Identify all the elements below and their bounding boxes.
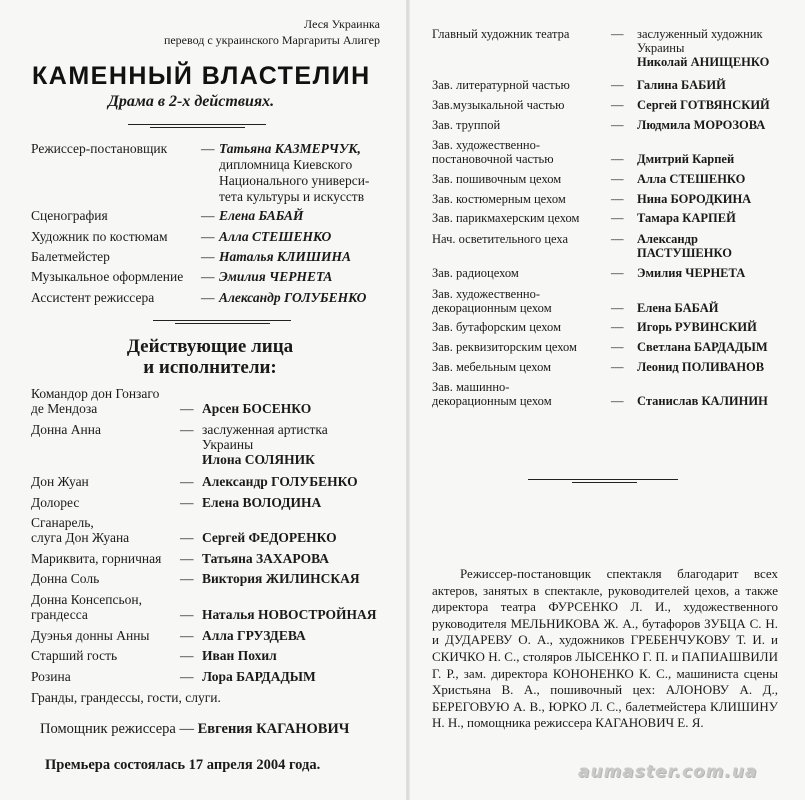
dash: — <box>180 530 194 545</box>
staff-role-line: Зав. художественно- <box>432 287 541 301</box>
cast-role-line: слуга Дон Жуана <box>31 530 130 545</box>
creative-member <box>219 269 394 285</box>
staff-role <box>432 360 610 374</box>
staff-name: Галина БАБИЙ <box>637 78 726 92</box>
dash: — <box>201 208 215 223</box>
creative-name: Эмилия ЧЕРНЕТА <box>219 269 333 284</box>
staff-role <box>432 380 610 408</box>
staff-name: Светлана БАРДАДЫМ <box>637 340 768 354</box>
cast-role <box>31 386 181 416</box>
dash: — <box>180 495 194 510</box>
staff-role-line: Зав. машинно- <box>432 380 510 394</box>
staff-member <box>637 78 797 92</box>
dash: — <box>180 401 194 416</box>
divider <box>150 127 245 128</box>
assistant-line <box>40 722 349 737</box>
cast-name: Иван Похил <box>202 648 277 663</box>
cast-honor-title: заслуженная артистка <box>202 422 328 437</box>
staff-role <box>432 27 610 41</box>
cast-role <box>31 648 181 663</box>
staff-role-line: Главный художник театра <box>432 27 570 41</box>
staff-role-line: Зав. литературной частью <box>432 78 570 92</box>
creative-member <box>219 208 394 224</box>
staff-honor-title: заслуженный художник <box>637 27 763 41</box>
staff-role-line: Зав. труппой <box>432 118 501 132</box>
staff-role-line: Зав. парикмахерским цехом <box>432 211 580 225</box>
staff-honor-title: Украины <box>637 41 685 55</box>
staff-role-line: декорационным цехом <box>432 301 552 315</box>
creative-role: Музыкальное оформление <box>31 269 184 284</box>
dash: — <box>611 78 624 92</box>
cast-role-line: Сганарель, <box>31 515 94 530</box>
divider <box>153 320 291 321</box>
cast-role-line: Дон Жуан <box>31 474 89 489</box>
dash: — <box>180 571 194 586</box>
staff-name: Леонид ПОЛИВАНОВ <box>637 360 765 374</box>
cast-role-line: Донна Соль <box>31 571 100 586</box>
staff-name: Александр <box>637 232 698 246</box>
cast-honor-title: Украины <box>202 437 254 452</box>
assistant-name: Евгения КАГАНОВИЧ <box>197 721 350 737</box>
creative-detail: тета культуры и искусств <box>219 189 365 204</box>
dash: — <box>180 648 194 663</box>
dash: — <box>180 422 194 437</box>
staff-name: Людмила МОРОЗОВА <box>637 118 766 132</box>
creative-name: Наталья КЛИШИНА <box>219 249 352 264</box>
extras: Гранды, грандессы, гости, слуги. <box>31 690 221 705</box>
staff-member <box>637 320 797 334</box>
cast-member <box>202 474 402 489</box>
cast-heading-line1: Действующие лица <box>126 336 294 357</box>
cast-role <box>31 422 181 437</box>
staff-role-line: Зав. костюмерным цехом <box>432 192 566 206</box>
staff-role <box>432 98 610 112</box>
premiere: Премьера состоялась 17 апреля 2004 года. <box>45 757 321 773</box>
cast-member <box>202 530 402 545</box>
staff-role <box>432 232 610 246</box>
creative-name: Татьяна КАЗМЕРЧУК, <box>219 141 361 156</box>
staff-name: Игорь РУВИНСКИЙ <box>637 320 757 334</box>
staff-role-line: постановочной частью <box>432 152 554 166</box>
divider <box>175 323 270 324</box>
cast-name: Елена ВОЛОДИНА <box>202 495 322 510</box>
staff-member <box>637 301 797 315</box>
dash: — <box>611 172 624 186</box>
author: Леся Украинка <box>304 17 380 31</box>
dash: — <box>611 98 624 112</box>
play-title: КАМЕННЫЙ ВЛАСТЕЛИН <box>32 62 371 90</box>
staff-name: Елена БАБАЙ <box>637 301 719 315</box>
staff-member <box>637 152 797 166</box>
dash: — <box>611 394 624 408</box>
cast-name: Сергей ФЕДОРЕНКО <box>202 530 337 545</box>
creative-role: Сценография <box>31 208 108 223</box>
assistant-label: Помощник режиссера — <box>40 721 194 737</box>
thanks-paragraph: Режиссер-постановщик спектакля благодарит всех актеров, занятых в спектакле, руководителей цехов, а также директора театра ФУРСЕНКО Л. И., художественного руководителя МЕЛЬНИКОВА Ж. А., бутафоров ЗУБЦА С. Н. и ДУДАРЕВУ О. А., художников ГРЕБЕНЧУКОВУ Т. И. и СКИЧКО Н. С., столяров ЛЫСЕНКО Г. П. и ПАПИАШВИЛИ Г. Р., зам. директора КОНОНЕНКО К. С., машиниста сцены Христьяна В. А., пошивочный цех: АЛОНОВУ А. Д., БЕРЕГОВУЮ А. В., ЮРКО Л. С., балетмейстера КЛИШИНУ Н. Н., помощника режиссера КАГАНОВИЧ Е. Я. <box>432 566 778 731</box>
staff-role <box>432 211 610 225</box>
divider <box>128 124 266 125</box>
staff-role-line: Зав. мебельным цехом <box>432 360 551 374</box>
dash: — <box>180 628 194 643</box>
creative-member <box>219 141 394 205</box>
cast-role <box>31 474 181 489</box>
cast-role <box>31 669 181 684</box>
cast-role <box>31 551 181 566</box>
dash: — <box>180 474 194 489</box>
staff-name: Дмитрий Карпей <box>637 152 735 166</box>
dash: — <box>611 266 624 280</box>
cast-heading-line2: и исполнители: <box>143 357 277 378</box>
staff-role-line: Зав. реквизиторским цехом <box>432 340 577 354</box>
dash: — <box>180 669 194 684</box>
cast-role-line: де Мендоза <box>31 401 98 416</box>
creative-name: Елена БАБАЙ <box>219 208 304 223</box>
staff-member <box>637 172 797 186</box>
cast-name: Илона СОЛЯНИК <box>202 452 315 467</box>
dash: — <box>201 141 215 156</box>
dash: — <box>201 229 215 244</box>
cast-member <box>202 422 402 467</box>
cast-name: Арсен БОСЕНКО <box>202 401 312 416</box>
staff-member <box>637 98 797 112</box>
page-fold <box>406 0 410 800</box>
dash: — <box>611 211 624 225</box>
cast-member <box>202 571 402 586</box>
staff-member <box>637 360 797 374</box>
creative-name: Алла СТЕШЕНКО <box>219 229 332 244</box>
divider <box>528 479 678 480</box>
dash: — <box>611 27 624 41</box>
staff-name: Нина БОРОДКИНА <box>637 192 752 206</box>
cast-role-line: Старший гость <box>31 648 118 663</box>
dash: — <box>611 360 624 374</box>
cast-role <box>31 628 181 643</box>
staff-role <box>432 287 610 315</box>
staff-role <box>432 340 610 354</box>
staff-member <box>637 27 797 69</box>
creative-member <box>219 290 394 306</box>
staff-member <box>637 394 797 408</box>
staff-member <box>637 232 797 260</box>
dash: — <box>611 192 624 206</box>
staff-member <box>637 266 797 280</box>
cast-name: Наталья НОВОСТРОЙНАЯ <box>202 607 377 622</box>
dash: — <box>180 607 194 622</box>
dash: — <box>611 152 624 166</box>
creative-detail: Национального универси- <box>219 173 370 188</box>
staff-role-line: Зав. радиоцехом <box>432 266 519 280</box>
creative-role: Ассистент режиссера <box>31 290 155 305</box>
staff-role-line: декорационным цехом <box>432 394 552 408</box>
dash: — <box>611 232 624 246</box>
staff-member <box>637 192 797 206</box>
staff-role-line: Зав.музыкальной частью <box>432 98 565 112</box>
translator: перевод с украинского Маргариты Алигер <box>163 33 380 47</box>
cast-role <box>31 495 181 510</box>
cast-role-line: Донна Консепсьон, <box>31 592 142 607</box>
cast-role-line: Дуэнья донны Анны <box>31 628 150 643</box>
cast-member <box>202 607 402 622</box>
staff-role-line: Зав. художественно- <box>432 138 541 152</box>
dash: — <box>201 269 215 284</box>
staff-member <box>637 211 797 225</box>
cast-member <box>202 628 402 643</box>
dash: — <box>611 301 624 315</box>
staff-member <box>637 340 797 354</box>
dash: — <box>201 249 215 264</box>
cast-role <box>31 592 181 622</box>
staff-name: Алла СТЕШЕНКО <box>637 172 746 186</box>
divider <box>572 482 637 483</box>
staff-role <box>432 138 610 166</box>
watermark: aumaster.com.ua <box>578 762 758 782</box>
cast-name: Виктория ЖИЛИНСКАЯ <box>202 571 360 586</box>
staff-role <box>432 266 610 280</box>
creative-name: Александр ГОЛУБЕНКО <box>219 290 367 305</box>
cast-name: Александр ГОЛУБЕНКО <box>202 474 358 489</box>
creative-detail: дипломница Киевского <box>219 157 353 172</box>
creative-role: Балетмейстер <box>31 249 110 264</box>
cast-member <box>202 669 402 684</box>
dash: — <box>201 290 215 305</box>
staff-role-line: Нач. осветительного цеха <box>432 232 569 246</box>
creative-role: Художник по костюмам <box>31 229 168 244</box>
dash: — <box>180 551 194 566</box>
cast-name: Татьяна ЗАХАРОВА <box>202 551 329 566</box>
cast-role <box>31 515 181 545</box>
staff-name: Станислав КАЛИНИН <box>637 394 768 408</box>
staff-role-line: Зав. бутафорским цехом <box>432 320 561 334</box>
staff-role <box>432 320 610 334</box>
staff-role <box>432 118 610 132</box>
cast-member <box>202 401 402 416</box>
creative-member <box>219 229 394 245</box>
staff-member <box>637 118 797 132</box>
creative-member <box>219 249 394 265</box>
cast-role-line: Командор дон Гонзаго <box>31 386 160 401</box>
cast-role-line: Мариквита, горничная <box>31 551 162 566</box>
dash: — <box>611 340 624 354</box>
play-subtitle: Драма в 2-х действиях. <box>108 93 275 110</box>
staff-role-line: Зав. пошивочным цехом <box>432 172 562 186</box>
cast-role-line: Розина <box>31 669 71 684</box>
staff-name: Сергей ГОТВЯНСКИЙ <box>637 98 770 112</box>
creative-role: Режиссер-постановщик <box>31 141 168 156</box>
cast-name: Алла ГРУЗДЕВА <box>202 628 306 643</box>
cast-role-line: Донна Анна <box>31 422 101 437</box>
cast-role-line: грандесса <box>31 607 88 622</box>
staff-name: Николай АНИЩЕНКО <box>637 55 770 69</box>
cast-member <box>202 495 402 510</box>
staff-name: Эмилия ЧЕРНЕТА <box>637 266 746 280</box>
dash: — <box>611 118 624 132</box>
cast-name: Лора БАРДАДЫМ <box>202 669 316 684</box>
cast-role <box>31 571 181 586</box>
staff-role <box>432 192 610 206</box>
staff-name: Тамара КАРПЕЙ <box>637 211 736 225</box>
cast-member <box>202 648 402 663</box>
cast-role-line: Долорес <box>31 495 80 510</box>
cast-member <box>202 551 402 566</box>
dash: — <box>611 320 624 334</box>
staff-role <box>432 172 610 186</box>
staff-role <box>432 78 610 92</box>
staff-name: ПАСТУШЕНКО <box>637 246 732 260</box>
